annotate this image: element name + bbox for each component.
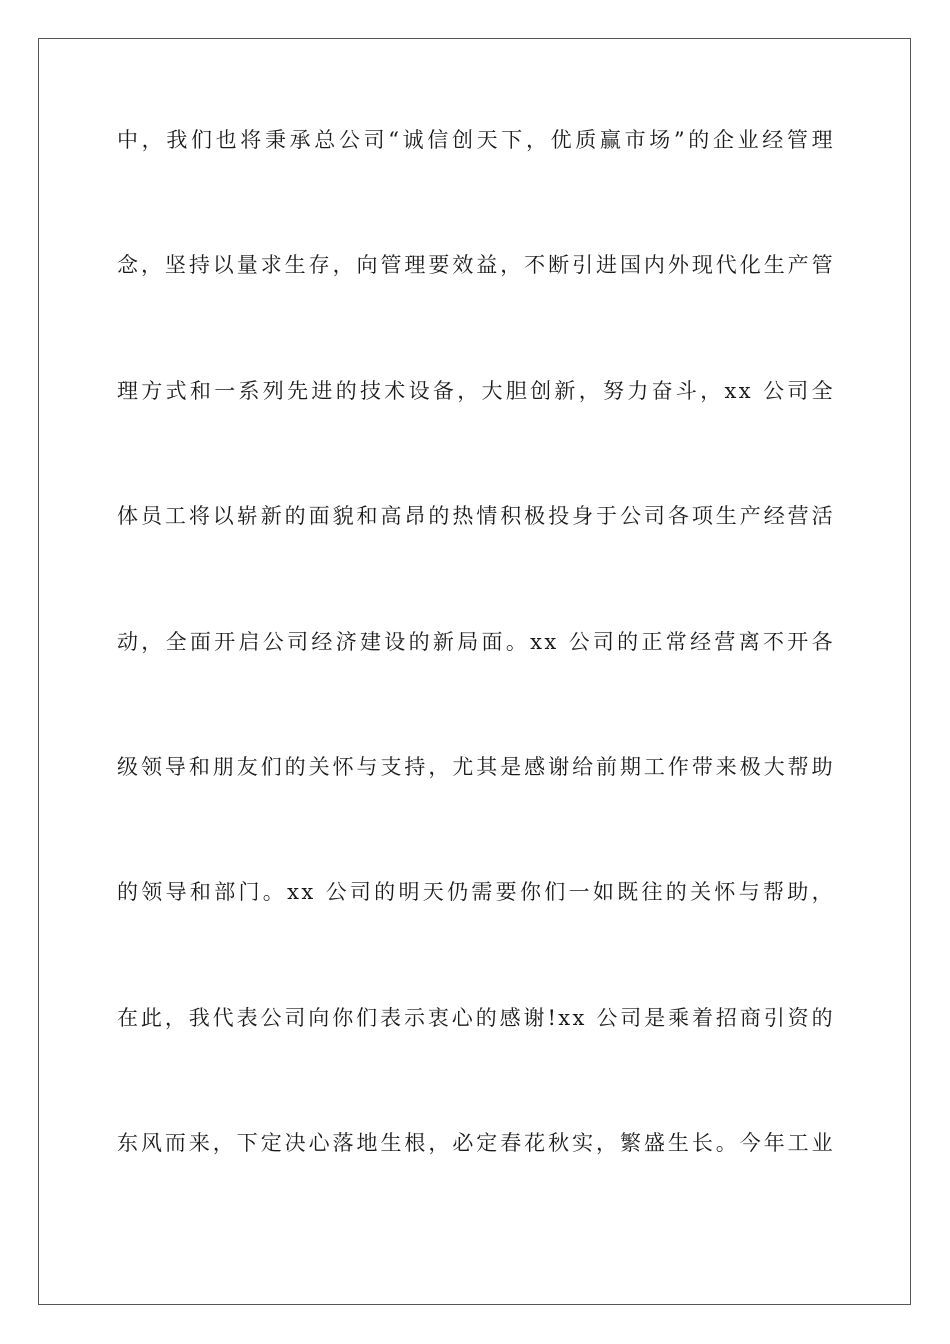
text-line: 动，全面开启公司经济建设的新局面。xx 公司的正常经营离不开各 — [117, 629, 835, 654]
text-line: 中，我们也将秉承总公司“诚信创天下，优质赢市场”的企业经管理 — [117, 128, 835, 152]
text-line: 的领导和部门。xx 公司的明天仍需要你们一如既往的关怀与帮助， — [117, 880, 835, 905]
text-line: 在此，我代表公司向你们表示衷心的感谢!xx 公司是乘着招商引资的 — [117, 1005, 835, 1030]
body-text — [117, 128, 835, 1257]
text-line: 体员工将以崭新的面貌和高昂的热情积极投身于公司各项生产经营活 — [117, 504, 835, 529]
text-line: 理方式和一系列先进的技术设备，大胆创新，努力奋斗，xx 公司全 — [117, 378, 835, 403]
text-line: 念，坚持以量求生存，向管理要效益，不断引进国内外现代化生产管 — [117, 253, 835, 278]
text-line: 东风而来，下定决心落地生根，必定春花秋实，繁盛生长。今年工业 — [117, 1131, 835, 1156]
text-line: 级领导和朋友们的关怀与支持，尤其是感谢给前期工作带来极大帮助 — [117, 754, 835, 779]
